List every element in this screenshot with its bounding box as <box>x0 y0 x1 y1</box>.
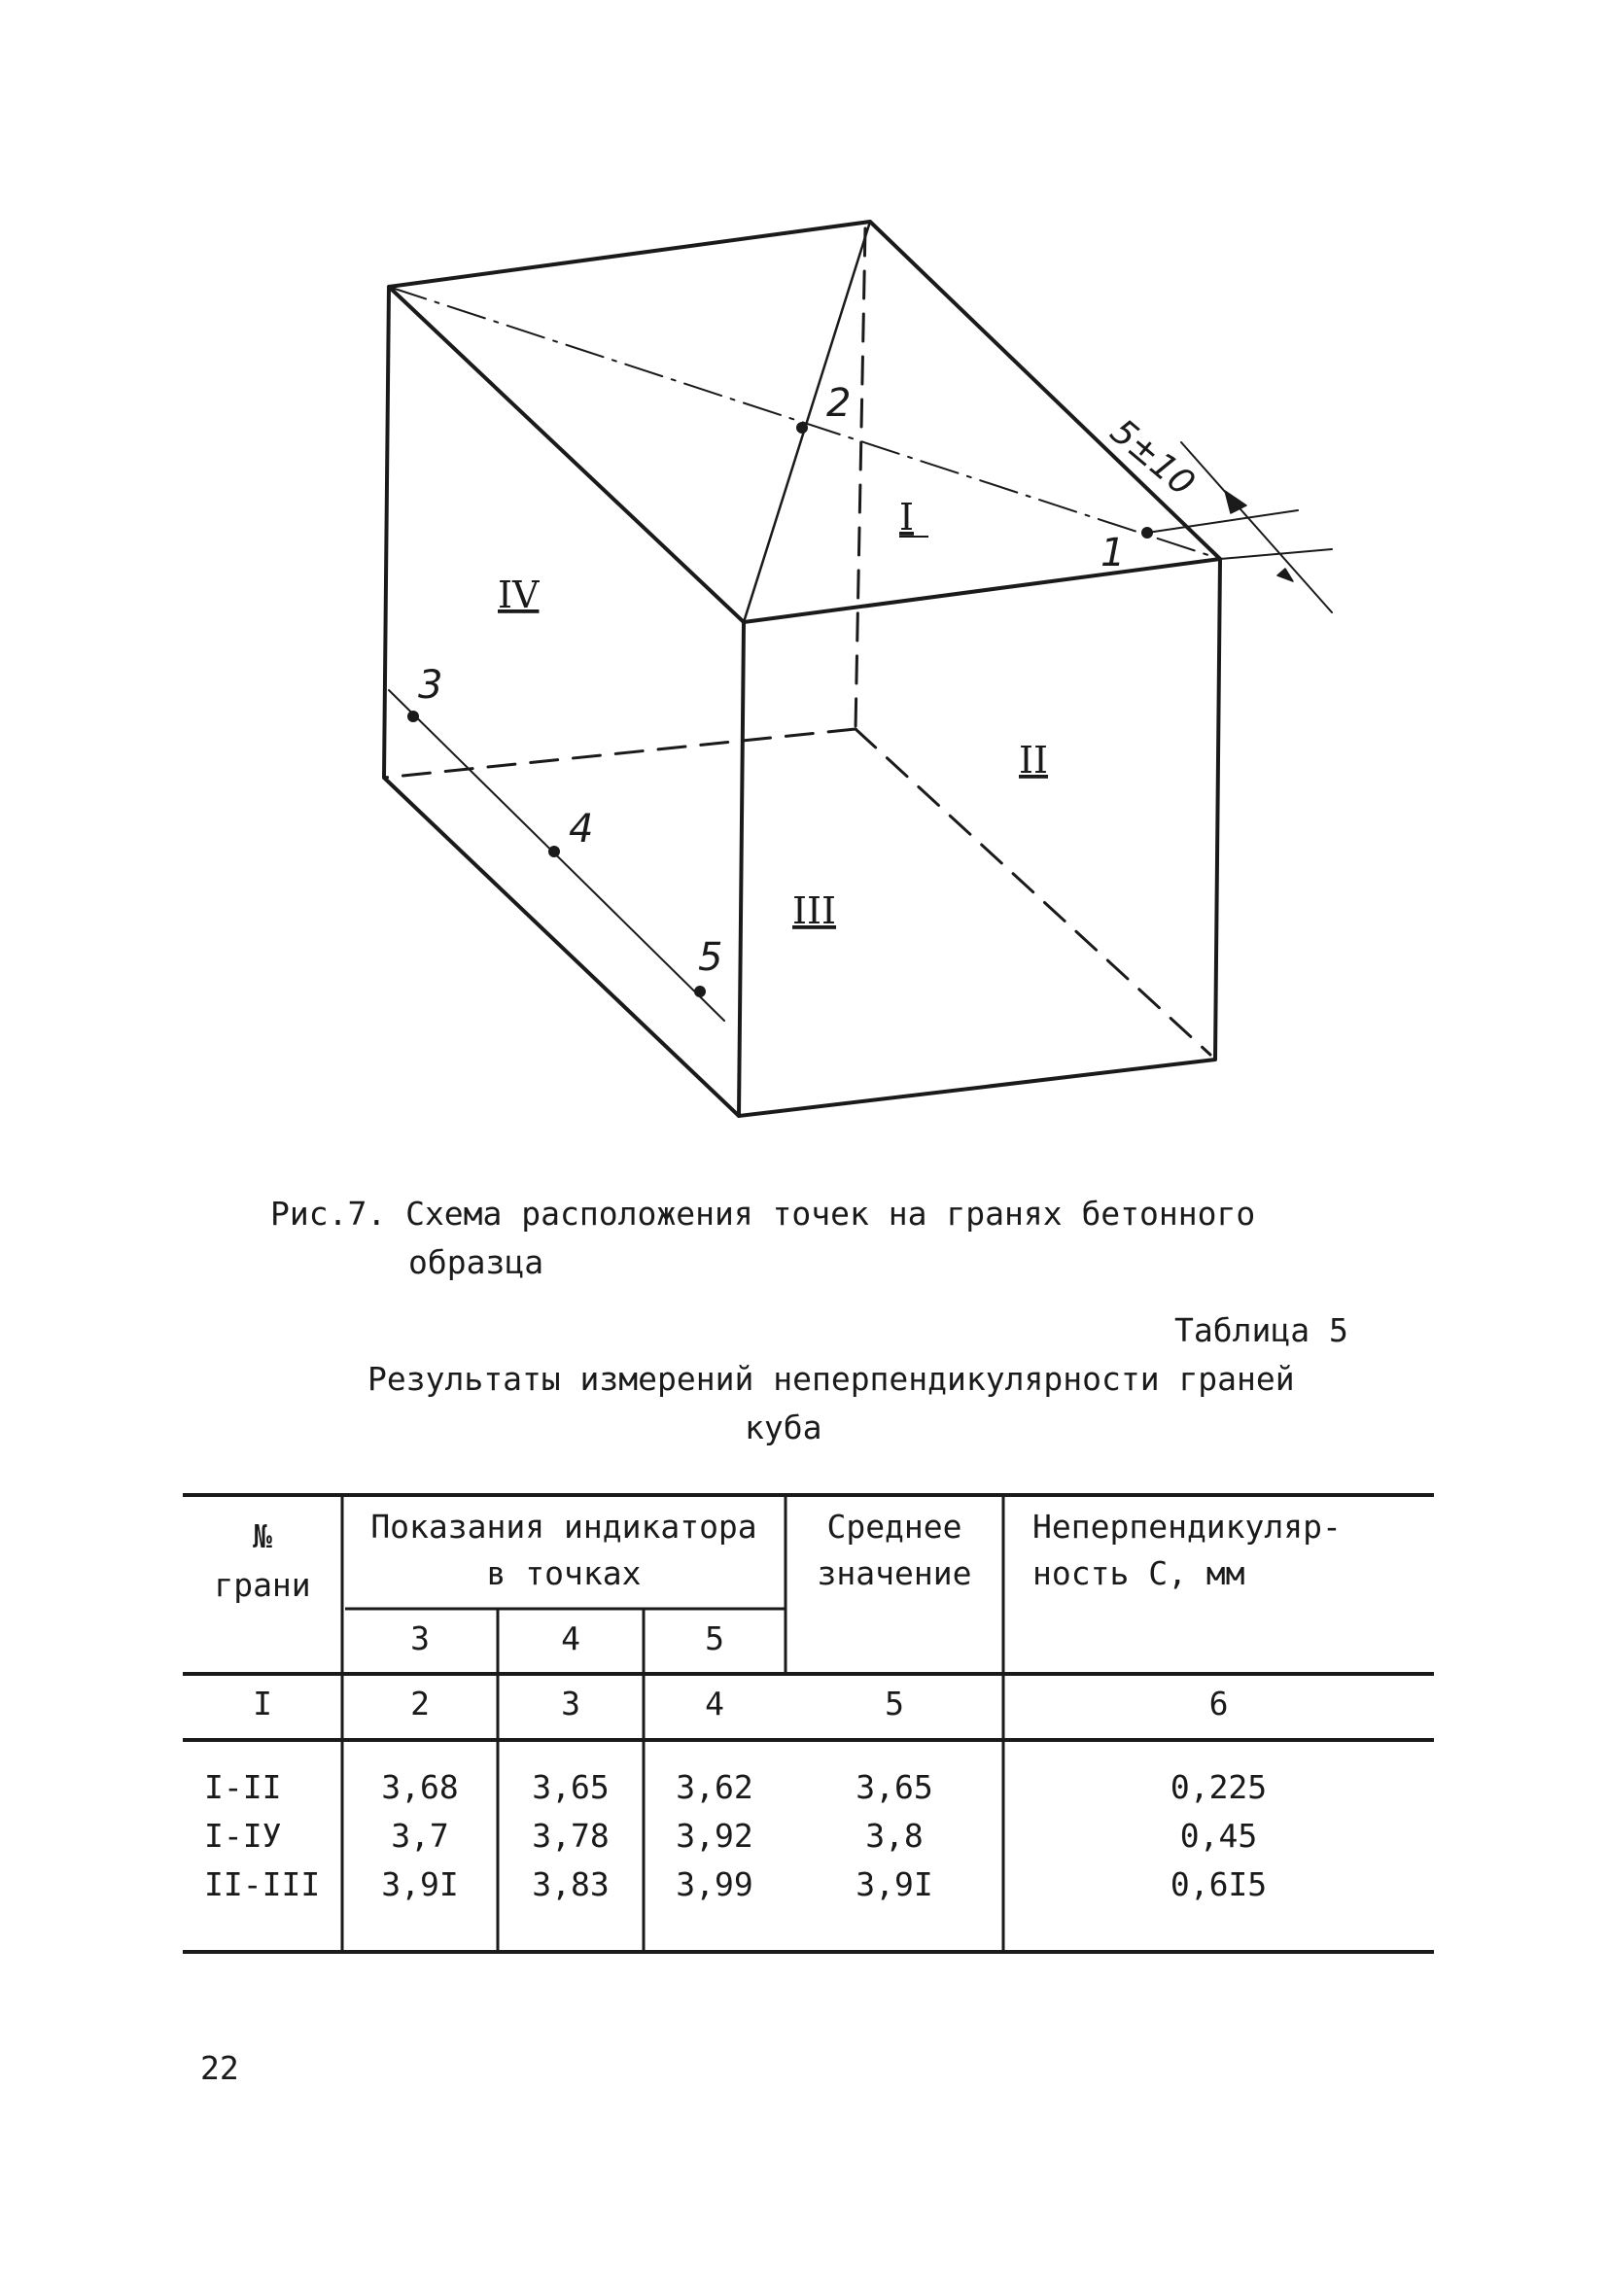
face-label-I: I <box>899 496 915 539</box>
table-cell: 0,6I5 <box>1170 1865 1268 1903</box>
point-label-4: 4 <box>569 807 594 852</box>
point-label-1: 1 <box>1100 531 1126 575</box>
figure-caption-line2: образца <box>408 1243 544 1281</box>
table-cell: 3,65 <box>856 1768 933 1806</box>
table-cell: 3,99 <box>676 1865 753 1903</box>
header-col1-line2: грани <box>214 1566 311 1604</box>
table-number: Таблица 5 <box>1174 1311 1348 1349</box>
table-title-line2: куба <box>745 1409 822 1446</box>
header-point-4: 4 <box>561 1619 580 1657</box>
table-cell-face: II-III <box>204 1865 321 1903</box>
col-number: 2 <box>410 1685 430 1722</box>
col-number: I <box>253 1685 272 1722</box>
point-label-3: 3 <box>418 663 443 708</box>
header-nonperp-line1: Неперпендикуляр- <box>1032 1508 1342 1546</box>
header-mean-line2: значение <box>817 1554 972 1592</box>
table-cell: 3,9I <box>856 1865 933 1903</box>
table-cell: 3,68 <box>381 1768 459 1806</box>
face-label-II: II <box>1019 739 1049 782</box>
point-label-2: 2 <box>826 381 852 426</box>
table-cell: 0,225 <box>1170 1768 1268 1806</box>
page-number: 22 <box>200 2049 239 2087</box>
table-cell: 3,8 <box>865 1817 924 1855</box>
table-cell: 3,7 <box>391 1817 449 1855</box>
face-label-III: III <box>792 889 837 932</box>
header-indicator-line2: в точках <box>486 1554 642 1592</box>
col-number: 6 <box>1208 1685 1229 1722</box>
face-label-IV: IV <box>498 574 540 616</box>
figure-caption-line1: Рис.7. Схема расположения точек на гранях бетонного <box>270 1195 1256 1233</box>
table-cell: 3,78 <box>532 1817 610 1855</box>
header-point-5: 5 <box>705 1619 724 1657</box>
table-title-line1: Результаты измерений неперпендикулярности граней <box>367 1360 1295 1398</box>
header-nonperp-line2: ность С, мм <box>1032 1554 1245 1592</box>
col-number: 5 <box>885 1685 904 1722</box>
table-cell: 3,65 <box>532 1768 610 1806</box>
header-indicator-line1: Показания индикатора <box>370 1508 757 1546</box>
table-cell: 3,83 <box>532 1865 610 1903</box>
header-point-3: 3 <box>410 1619 430 1657</box>
table-cell: 3,92 <box>676 1817 753 1855</box>
table-cell: 3,9I <box>381 1865 459 1903</box>
header-col1-line1: № <box>253 1517 272 1555</box>
point-label-5: 5 <box>698 935 723 980</box>
dimension-label: 5±10 <box>1102 411 1203 504</box>
table-cell: 0,45 <box>1179 1817 1258 1855</box>
header-mean-line1: Среднее <box>826 1508 962 1546</box>
table-cell: 3,62 <box>676 1768 753 1806</box>
table-cell-face: I-IУ <box>204 1817 282 1855</box>
table-cell-face: I-II <box>204 1768 282 1806</box>
col-number: 4 <box>705 1685 724 1722</box>
col-number: 3 <box>561 1685 580 1722</box>
